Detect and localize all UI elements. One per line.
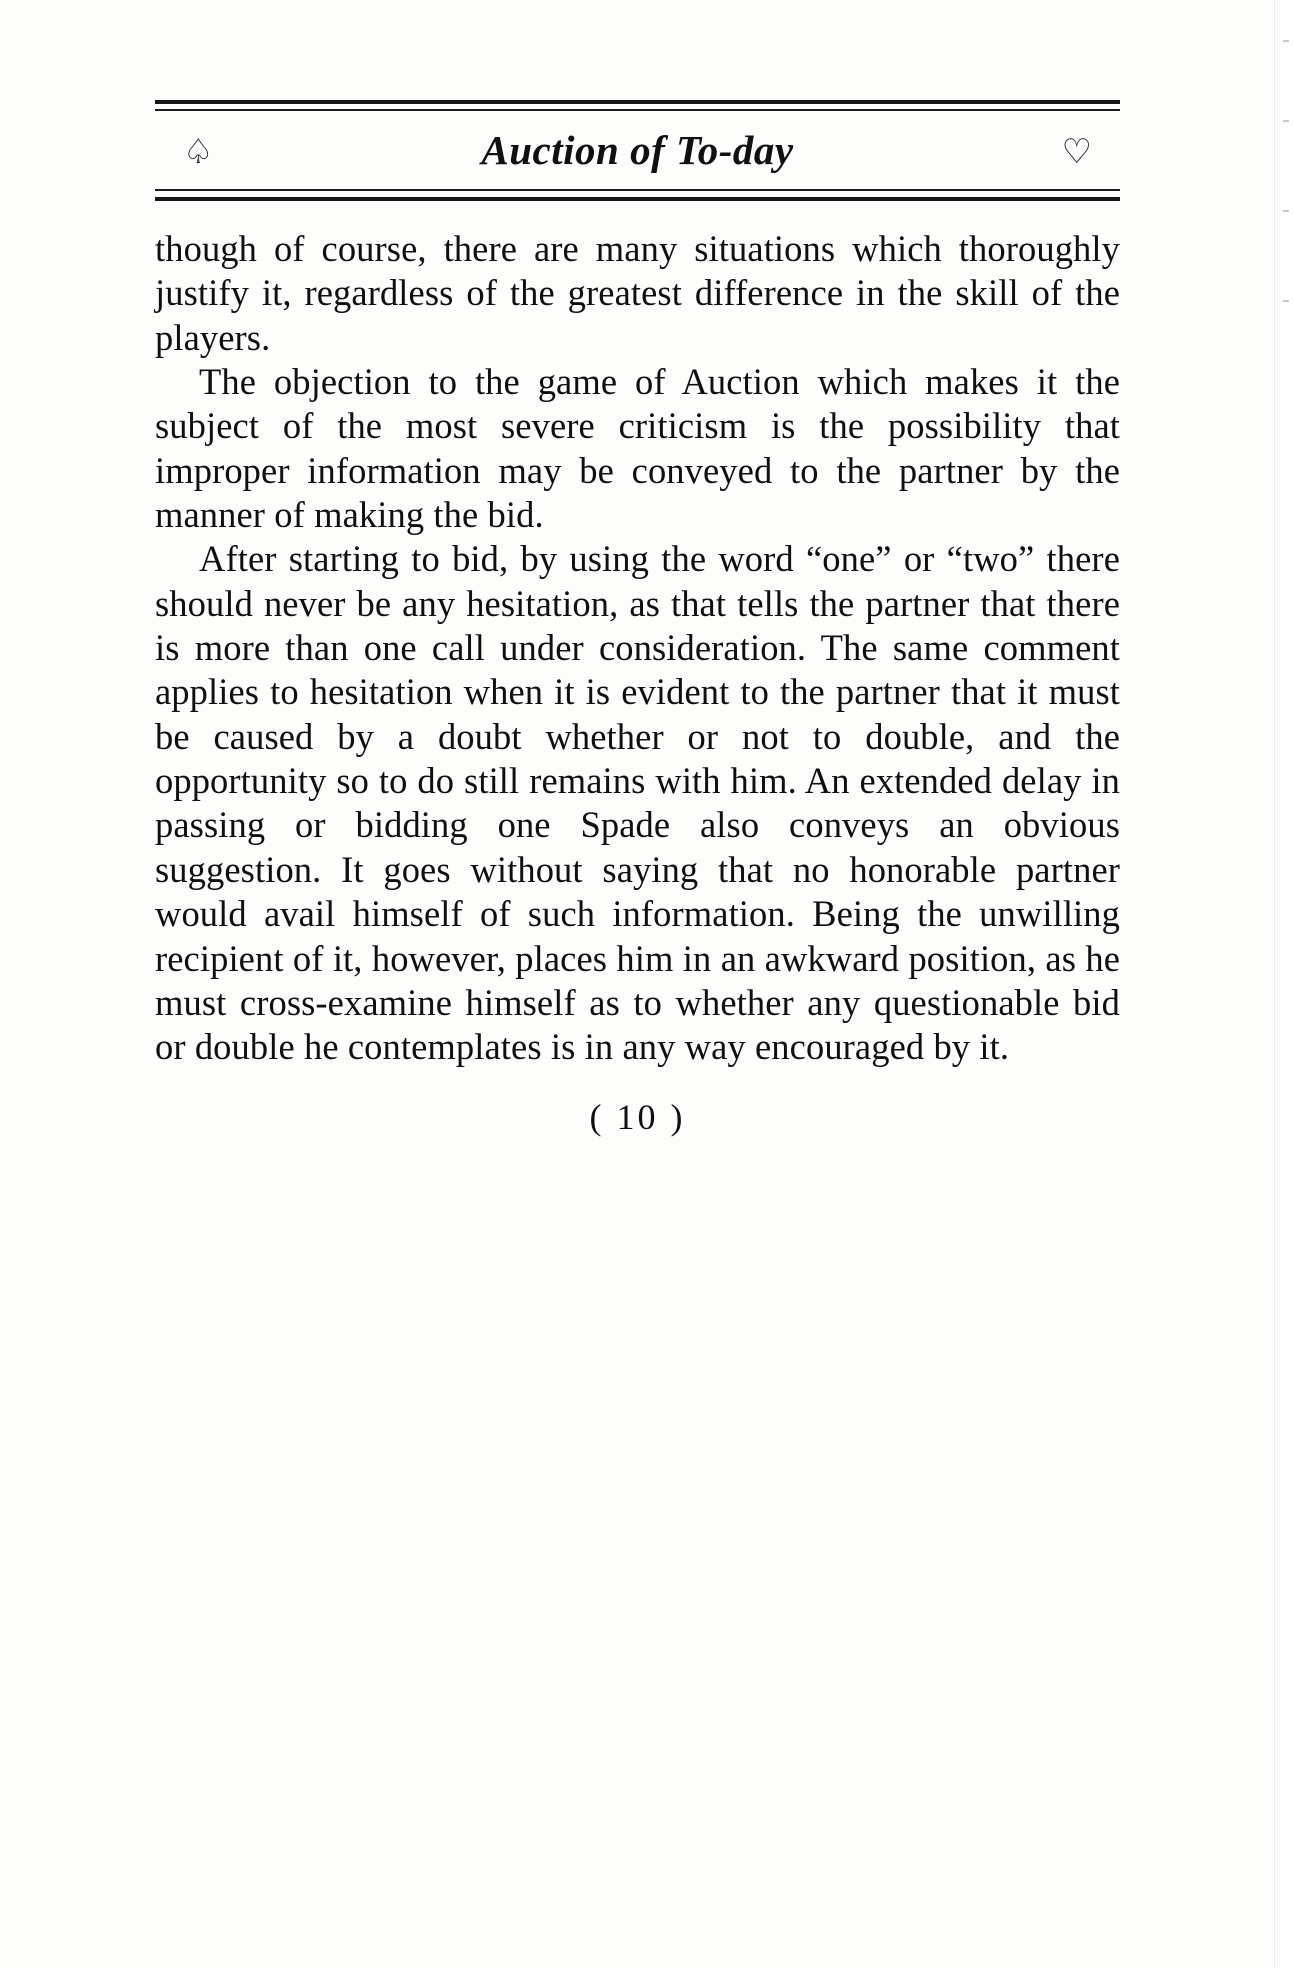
- page-title: Auction of To-day: [481, 127, 794, 173]
- paragraph: though of course, there are many situations which thoroughly justify it, regardless of the greatest difference in the skill of the players.: [155, 228, 1120, 358]
- scan-edge-margin: [1274, 0, 1293, 1968]
- running-head-rules-bottom: [155, 189, 1120, 201]
- page-number: ( 10 ): [589, 1096, 686, 1137]
- paragraph: After starting to bid, by using the word “one” or “two” there should never be any hesitation, as that tells the partner that there is more than one call under consideration. The same comment applies to hesitation when it is evident to the partner that it must be caused by a doubt whether or not to double, and the opportunity so to do still remains with him. An extended delay in passing or bidding one Spade also conveys an obvious suggestion. It goes without saying that no honorable partner would avail himself of such information. Being the unwilling recipient of it, however, places him in an awkward position, as he must cross-examine himself as to whether any questionable bid or double he contemplates is in any way encouraged by it.: [155, 538, 1120, 1068]
- paragraph: The objection to the game of Auction which makes it the subject of the most severe criticism is the possibility that improper information may be conveyed to the partner by the manner of making the bid.: [155, 361, 1120, 536]
- running-head-rules-top: [155, 100, 1120, 111]
- text-column: [155, 100, 1120, 1138]
- body-text: [155, 227, 1120, 1070]
- spade-suit-icon: ♤: [183, 132, 214, 172]
- rule-thick-bottom: [155, 197, 1120, 201]
- rule-thin-top: [155, 109, 1120, 111]
- running-head: [155, 111, 1120, 189]
- heart-suit-icon: ♡: [1061, 132, 1092, 172]
